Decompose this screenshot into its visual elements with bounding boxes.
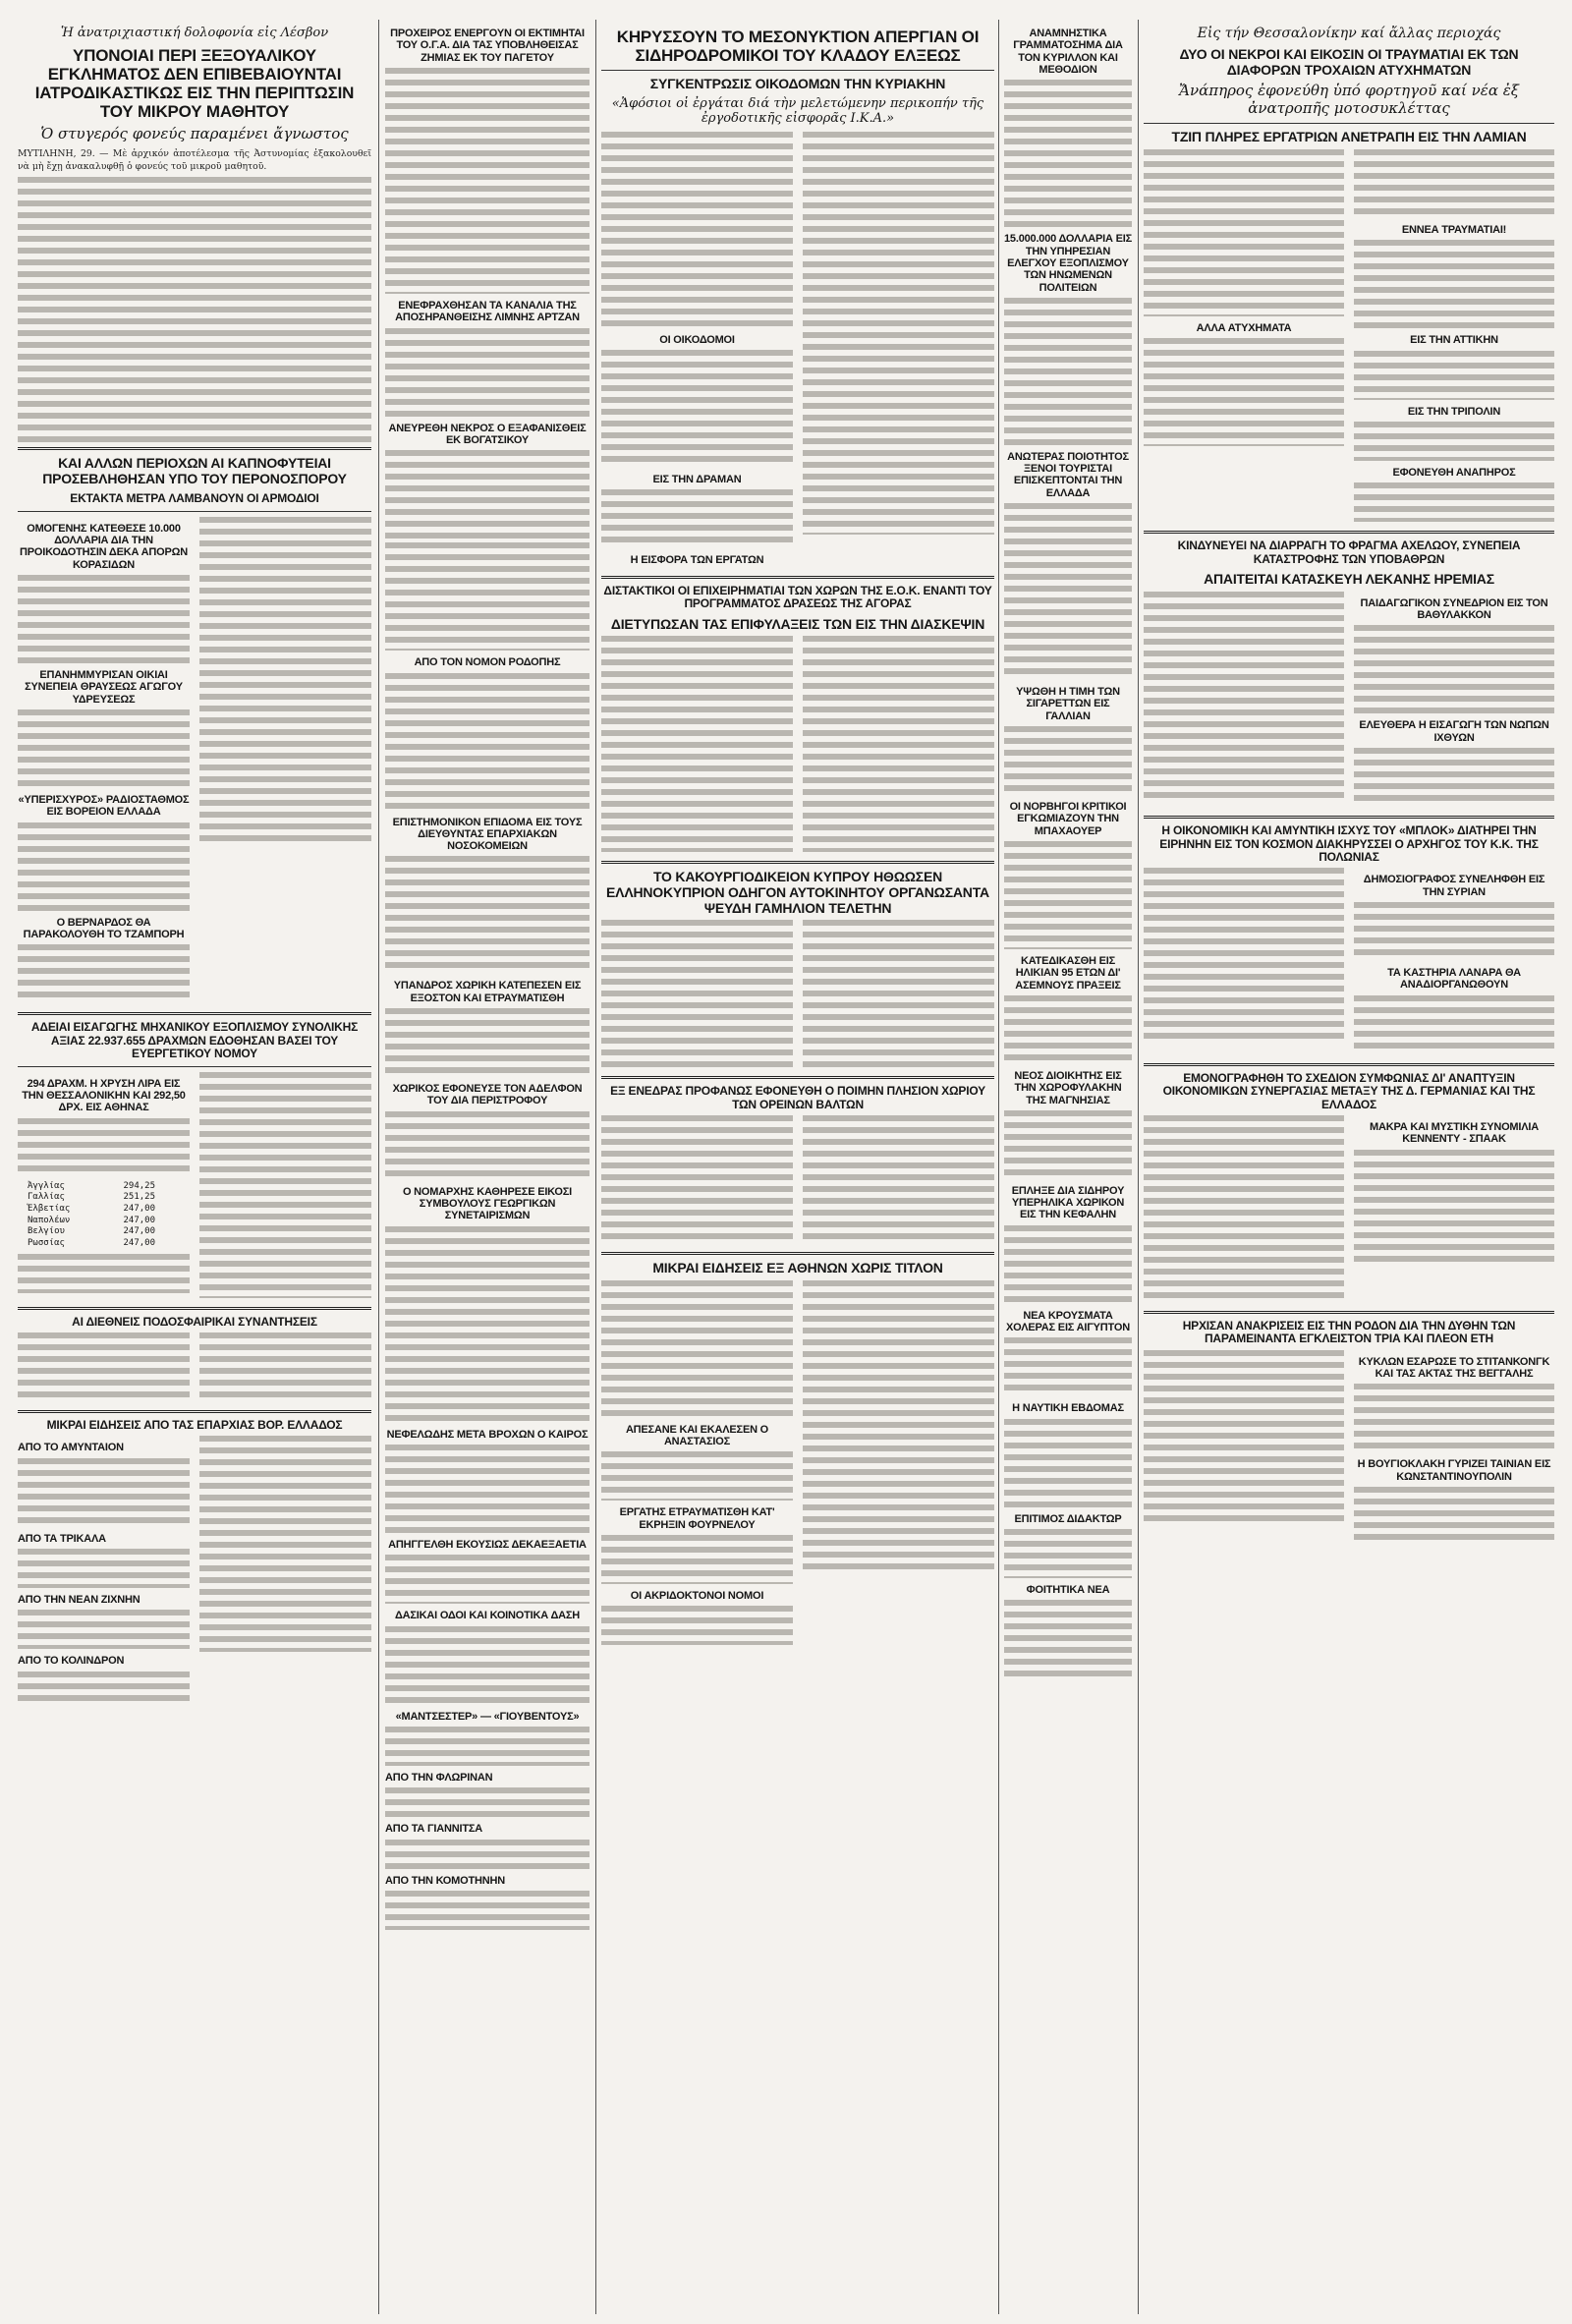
subheadline: ΕΚΤΑΚΤΑ ΜΕΤΡΑ ΛΑΜΒΑΝΟΥΝ ΟΙ ΑΡΜΟΔΙΟΙ <box>70 491 319 506</box>
illegible-body-text <box>1144 868 1344 1045</box>
headline: ΕΡΓΑΤΗΣ ΕΤΡΑΥΜΑΤΙΣΘΗ ΚΑΤ' ΕΚΡΗΞΙΝ ΦΟΥΡΝΕΛΟΥ <box>619 1506 775 1531</box>
illegible-body-text <box>385 328 590 417</box>
illegible-body-text <box>601 132 793 328</box>
headline: ΧΩΡΙΚΟΣ ΕΦΟΝΕΥΣΕ ΤΟΝ ΑΔΕΛΦΟΝ ΤΟΥ ΔΙΑ ΠΕΡΙΣΤΡΟΦΟΥ <box>392 1083 583 1107</box>
gold-coin-name: Ἑλβετίας <box>28 1203 71 1214</box>
illegible-body-text <box>601 1451 793 1501</box>
column-rule <box>595 20 596 2314</box>
illegible-body-text <box>18 1332 190 1401</box>
headline: «ΜΑΝΤΣΕΣΤΕΡ» — «ΓΙΟΥΒΕΝΤΟΥΣ» <box>395 1710 580 1723</box>
section-label: ΑΠΟ ΤΗΝ ΚΟΜΟΤΗΝΗΝ <box>385 1874 505 1887</box>
section-label: ΑΠΟ ΤΗΝ ΝΕΑΝ ΖΙΧΝΗΝ <box>18 1594 140 1607</box>
headline: ΝΕΟΣ ΔΙΟΙΚΗΤΗΣ ΕΙΣ ΤΗΝ ΧΩΡΟΦΥΛΑΚΗΝ ΤΗΣ ΜΑΓΝΗΣΙΑΣ <box>1014 1069 1122 1106</box>
illegible-body-text <box>385 1226 590 1423</box>
illegible-body-text <box>601 1535 793 1584</box>
illegible-body-text <box>601 1115 793 1243</box>
illegible-body-text <box>18 822 190 911</box>
section-label: ΕΦΟΝΕΥΘΗ ΑΝΑΠΗΡΟΣ <box>1392 466 1516 479</box>
section-label: Η ΕΙΣΦΟΡΑ ΤΩΝ ΕΡΓΑΤΩΝ <box>630 554 764 567</box>
column-1 <box>18 22 371 1705</box>
illegible-body-text <box>601 1280 793 1418</box>
illegible-body-text <box>1354 1384 1554 1452</box>
section-label: ΑΛΛΑ ΑΤΥΧΗΜΑΤΑ <box>1196 322 1292 335</box>
gold-price-row <box>28 1226 190 1238</box>
illegible-body-text <box>1004 1600 1132 1678</box>
gold-coin-price: 294,25 <box>123 1180 155 1191</box>
illegible-body-text <box>803 1115 994 1243</box>
headline: ΔΑΣΙΚΑΙ ΟΔΟΙ ΚΑΙ ΚΟΙΝΟΤΙΚΑ ΔΑΣΗ <box>394 1610 581 1622</box>
headline: Ο ΒΕΡΝΑΡΔΟΣ ΘΑ ΠΑΡΑΚΟΛΟΥΘΗ ΤΟ ΤΖΑΜΠΟΡΗ <box>23 916 185 940</box>
illegible-body-text <box>1144 1115 1344 1302</box>
illegible-body-text <box>199 1072 371 1298</box>
section-label: ΑΠΟ ΤΟ ΚΟΛΙΝΔΡΟΝ <box>18 1655 125 1668</box>
headline: ΑΔΕΙΑΙ ΕΙΣΑΓΩΓΗΣ ΜΗΧΑΝΙΚΟΥ ΕΞΟΠΛΙΣΜΟΥ ΣΥΝΟΛΙΚΗΣ ΑΞΙΑΣ 22.937.655 ΔΡΑΧΜΩΝ ΕΔΟΘΗΣΑΝ ΒΑΣΕΙ ΤΟΥ ΕΥΕΡΓΕΤΙΚΟΥ ΝΟΜΟΥ <box>30 1020 359 1061</box>
headline: Η ΒΟΥΓΙΟΚΛΑΚΗ ΓΥΡΙΖΕΙ ΤΑΙΝΙΑΝ ΕΙΣ ΚΩΝΣΤΑΝΤΙΝΟΥΠΟΛΙΝ <box>1357 1458 1551 1483</box>
kicker: Εἰς τήν Θεσσαλονίκην καί ἄλλας περιοχάς <box>1197 26 1501 41</box>
gold-price-row <box>28 1216 190 1227</box>
illegible-body-text <box>18 177 371 442</box>
gold-coin-price: 251,25 <box>123 1192 155 1203</box>
subheadline: Ἄνάπηρος ἐφονεύθη ὑπό φορτηγοῦ καί νέα ἐξ ἀνατροπῆς μοτοσυκλέττας <box>1178 82 1520 118</box>
headline: Η ΟΙΚΟΝΟΜΙΚΗ ΚΑΙ ΑΜΥΝΤΙΚΗ ΙΣΧΥΣ ΤΟΥ «ΜΠΛΟΚ» ΔΙΑΤΗΡΕΙ ΤΗΝ ΕΙΡΗΝΗΝ ΕΙΣ ΤΟΝ ΚΟΣΜΟΝ ΔΙΑΚΗΡΥΣΣΕΙ Ο ΑΡΧΗΓΟΣ ΤΟΥ Κ.Κ. ΤΗΣ ΠΟΛΩΝΙΑΣ <box>1159 823 1539 864</box>
illegible-body-text <box>385 1891 590 1930</box>
illegible-body-text <box>18 944 190 1003</box>
headline: ΝΕΦΕΛΩΔΗΣ ΜΕΤΑ ΒΡΟΧΩΝ Ο ΚΑΙΡΟΣ <box>386 1428 589 1441</box>
illegible-body-text <box>18 1549 190 1588</box>
headline: ΑΙ ΔΙΕΘΝΕΙΣ ΠΟΔΟΣΦΑΙΡΙΚΑΙ ΣΥΝΑΝΤΗΣΕΙΣ <box>72 1314 317 1329</box>
section-label: ΑΠΟ ΤΑ ΤΡΙΚΑΛΑ <box>18 1532 106 1545</box>
headline: ΚΑΤΕΔΙΚΑΣΘΗ ΕΙΣ ΗΛΙΚΙΑΝ 95 ΕΤΩΝ ΔΙ' ΑΣΕΜΝΟΥΣ ΠΡΑΞΕΙΣ <box>1015 954 1121 992</box>
illegible-body-text <box>385 1626 590 1705</box>
section-label: ΕΙΣ ΤΗΝ ΤΡΙΠΟΛΙΝ <box>1407 405 1501 418</box>
illegible-body-text <box>18 575 190 663</box>
headline: ΣΥΓΚΕΝΤΡΩΣΙΣ ΟΙΚΟΔΟΜΩΝ ΤΗΝ ΚΥΡΙΑΚΗΝ <box>649 76 946 92</box>
headline: ΚΗΡΥΣΣΟΥΝ ΤΟ ΜΕΣΟΝΥΚΤΙΟΝ ΑΠΕΡΓΙΑΝ ΟΙ ΣΙΔΗΡΟΔΡΟΜΙΚΟΙ ΤΟΥ ΚΛΑΔΟΥ ΕΛΞΕΩΣ <box>616 28 980 66</box>
illegible-body-text <box>803 1280 994 1575</box>
article-lead-paragraph: ΜΥΤΙΛΗΝΗ, 29. — Μὲ ἀρχικόν ἀποτέλεσμα τῆς Ἀστυνομίας ἐξακολουθεῖ νὰ μὴ ἔχῃ ἀνακαλυφθῇ ὁ φονεύς τοῦ μικροῦ μαθητοῦ. <box>18 148 371 172</box>
headline: ΚΙΝΔΥΝΕΥΕΙ ΝΑ ΔΙΑΡΡΑΓΗ ΤΟ ΦΡΑΓΜΑ ΑΧΕΛΩΟΥ, ΣΥΝΕΠΕΙΑ ΚΑΤΑΣΤΡΟΦΗΣ ΤΩΝ ΥΠΟΒΑΘΡΩΝ <box>1177 538 1521 566</box>
headline: ΤΖΙΠ ΠΛΗΡΕΣ ΕΡΓΑΤΡΙΩΝ ΑΝΕΤΡΑΠΗ ΕΙΣ ΤΗΝ ΛΑΜΙΑΝ <box>1171 129 1527 145</box>
illegible-body-text <box>199 1332 371 1401</box>
illegible-body-text <box>601 489 793 548</box>
illegible-body-text <box>1004 503 1132 680</box>
gold-coin-price: 247,00 <box>123 1203 155 1214</box>
headline: 294 ΔΡΑΧΜ. Η ΧΡΥΣΗ ΛΙΡΑ ΕΙΣ ΤΗΝ ΘΕΣΣΑΛΟΝΙΚΗΝ ΚΑΙ 292,50 ΔΡΧ. ΕΙΣ ΑΘΗΝΑΣ <box>22 1077 186 1114</box>
headline: ΔΗΜΟΣΙΟΓΡΑΦΟΣ ΣΥΝΕΛΗΦΘΗ ΕΙΣ ΤΗΝ ΣΥΡΙΑΝ <box>1363 874 1545 898</box>
illegible-body-text <box>1354 902 1554 961</box>
illegible-body-text <box>1144 338 1344 446</box>
gold-coin-name: Ναπολέων <box>28 1215 71 1225</box>
headline: «ΥΠΕΡΙΣΧΥΡΟΣ» ΡΑΔΙΟΣΤΑΘΜΟΣ ΕΙΣ ΒΟΡΕΙΟΝ ΕΛΛΑΔΑ <box>18 794 190 819</box>
headline: ΕΞ ΕΝΕΔΡΑΣ ΠΡΟΦΑΝΩΣ ΕΦΟΝΕΥΘΗ Ο ΠΟΙΜΗΝ ΠΛΗΣΙΟΝ ΧΩΡΙΟΥ ΤΩΝ ΟΡΕΙΝΩΝ ΒΑΛΤΩΝ <box>610 1084 985 1111</box>
illegible-body-text <box>199 517 371 841</box>
illegible-body-text <box>385 856 590 974</box>
illegible-body-text <box>385 1840 590 1869</box>
illegible-body-text <box>18 1610 190 1649</box>
illegible-body-text <box>385 673 590 811</box>
illegible-body-text <box>1004 841 1132 949</box>
gold-price-row <box>28 1181 190 1193</box>
illegible-body-text <box>1354 422 1554 461</box>
headline: ΑΝΩΤΕΡΑΣ ΠΟΙΟΤΗΤΟΣ ΞΕΝΟΙ ΤΟΥΡΙΣΤΑΙ ΕΠΙΣΚΕΠΤΟΝΤΑΙ ΤΗΝ ΕΛΛΑΔΑ <box>1007 450 1129 499</box>
illegible-body-text <box>1354 482 1554 522</box>
illegible-body-text <box>385 450 590 538</box>
illegible-body-text <box>1354 149 1554 218</box>
headline: ΜΙΚΡΑΙ ΕΙΔΗΣΕΙΣ ΕΞ ΑΘΗΝΩΝ ΧΩΡΙΣ ΤΙΤΛΟΝ <box>652 1260 943 1276</box>
headline: ΑΝΕΥΡΕΘΗ ΝΕΚΡΟΣ Ο ΕΞΑΦΑΝΙΣΘΕΙΣ ΕΚ ΒΟΓΑΤΣΙΚΟΥ <box>388 422 587 446</box>
headline: ΕΛΕΥΘΕΡΑ Η ΕΙΣΑΓΩΓΗ ΤΩΝ ΝΩΠΩΝ ΙΧΘΥΩΝ <box>1359 719 1549 744</box>
illegible-body-text <box>1144 149 1344 316</box>
headline: ΕΠΙΤΙΜΟΣ ΔΙΔΑΚΤΩΡ <box>1014 1512 1122 1525</box>
section-label: ΕΝΝΕΑ ΤΡΑΥΜΑΤΙΑΙ! <box>1401 224 1507 237</box>
illegible-body-text <box>18 1672 190 1701</box>
illegible-body-text <box>1004 1419 1132 1507</box>
illegible-body-text <box>1004 1110 1132 1179</box>
column-5 <box>1144 22 1554 1550</box>
illegible-body-text <box>601 636 793 852</box>
column-rule <box>998 20 999 2314</box>
column-2 <box>385 22 590 1934</box>
kicker: Ἡ ἀνατριχιαστική δολοφονία εἰς Λέσβον <box>60 26 329 40</box>
gold-price-table <box>28 1181 190 1250</box>
headline: ΝΕΑ ΚΡΟΥΣΜΑΤΑ ΧΟΛΕΡΑΣ ΕΙΣ ΑΙΓΥΠΤΟΝ <box>1006 1309 1130 1334</box>
illegible-body-text <box>1354 1487 1554 1546</box>
headline: ΗΡΧΙΣΑΝ ΑΝΑΚΡΙΣΕΙΣ ΕΙΣ ΤΗΝ ΡΟΔΟΝ ΔΙΑ ΤΗΝ ΔΥΘΗΝ ΤΩΝ ΠΑΡΑΜΕΙΝΑΝΤΑ ΕΓΚΛΕΙΣΤΟΝ ΤΡΙΑ ΚΑΙ ΠΛΕΟΝ ΕΤΗ <box>1182 1318 1516 1346</box>
section-label: ΑΠΟ ΤΟ ΑΜΥΝΤΑΙΟΝ <box>18 1442 124 1454</box>
headline: ΤΟ ΚΑΚΟΥΡΓΙΟΔΙΚΕΙΟΝ ΚΥΠΡΟΥ ΗΘΩΩΣΕΝ ΕΛΛΗΝΟΚΥΠΡΙΟΝ ΟΔΗΓΟΝ ΑΥΤΟΚΙΝΗΤΟΥ ΟΡΓΑΝΩΣΑΝΤΑ ΨΕΥΔΗ ΓΑΜΗΛΙΟΝ ΤΕΛΕΤΗΝ <box>606 869 989 916</box>
illegible-body-text <box>1004 726 1132 795</box>
headline: ΠΡΟΧΕΙΡΟΣ ΕΝΕΡΓΟΥΝ ΟΙ ΕΚΤΙΜΗΤΑΙ ΤΟΥ Ο.Γ.Α. ΔΙΑ ΤΑΣ ΥΠΟΒΛΗΘΕΙΣΑΣ ΖΗΜΙΑΣ ΕΚ ΤΟΥ ΠΑΓΕΤΟΥ <box>390 28 585 64</box>
headline: ΑΠΗΓΓΕΛΘΗ ΕΚΟΥΣΙΩΣ ΔΕΚΑΕΞΑΕΤΙΑ <box>388 1538 587 1551</box>
illegible-body-text <box>803 132 994 535</box>
lead-headline: ΥΠΟΝΟΙΑΙ ΠΕΡΙ ΞΕΞΟΥΑΛΙΚΟΥ ΕΓΚΛΗΜΑΤΟΣ ΔΕΝ ΕΠΙΒΕΒΑΙΟΥΝΤΑΙ ΙΑΤΡΟΔΙΚΑΣΤΙΚΩΣ ΕΙΣ ΤΗΝ ΠΕΡΙΠΤΩΣΙΝ ΤΟΥ ΜΙΚΡΟΥ ΜΑΘΗΤΟΥ <box>34 46 355 122</box>
gold-coin-name: Ἀγγλίας <box>28 1180 65 1191</box>
illegible-body-text <box>1144 1350 1344 1527</box>
illegible-body-text <box>385 1727 590 1766</box>
headline: ΔΙΕΤΥΠΩΣΑΝ ΤΑΣ ΕΠΙΦΥΛΑΞΕΙΣ ΤΩΝ ΕΙΣ ΤΗΝ ΔΙΑΣΚΕΨΙΝ <box>610 615 985 632</box>
section-label: ΕΙΣ ΤΗΝ ΔΡΑΜΑΝ <box>652 474 742 486</box>
illegible-body-text <box>1004 1337 1132 1396</box>
gold-coin-price: 247,00 <box>123 1237 155 1248</box>
illegible-body-text <box>385 1787 590 1817</box>
column-rule <box>1138 20 1139 2314</box>
headline: ΑΝΑΜΝΗΣΤΙΚΑ ΓΡΑΜΜΑΤΟΣΗΜΑ ΔΙΑ ΤΟΝ ΚΥΡΙΛΛΟΝ ΚΑΙ ΜΕΘΟΔΙΟΝ <box>1013 28 1123 76</box>
column-rule <box>378 20 379 2314</box>
headline: ΕΠΙΣΤΗΜΟΝΙΚΟΝ ΕΠΙΔΟΜΑ ΕΙΣ ΤΟΥΣ ΔΙΕΥΘΥΝΤΑΣ ΕΠΑΡΧΙΑΚΩΝ ΝΟΣΟΚΟΜΕΙΩΝ <box>392 816 583 853</box>
illegible-body-text <box>385 542 590 651</box>
gold-coin-price: 247,00 <box>123 1215 155 1225</box>
column-4 <box>1004 22 1132 1682</box>
subheadline: «Ἀφόσιοι οἱ ἐργάται διά τὴν μελετώμενην περικοπήν τῆς ἐργοδοτικῆς εἰσφορᾶς Ι.Κ.Α.» <box>611 95 984 126</box>
gold-price-row <box>28 1192 190 1204</box>
headline: ΕΝΕΦΡΑΧΘΗΣΑΝ ΤΑ ΚΑΝΑΛΙΑ ΤΗΣ ΑΠΟΣΗΡΑΝΘΕΙΣΗΣ ΛΙΜΝΗΣ ΑΡΤΖΑΝ <box>395 299 580 324</box>
headline: ΜΙΚΡΑΙ ΕΙΔΗΣΕΙΣ ΑΠΟ ΤΑΣ ΕΠΑΡΧΙΑΣ ΒΟΡ. ΕΛΛΑΔΟΣ <box>46 1418 343 1432</box>
headline: ΑΠΕΣΑΝΕ ΚΑΙ ΕΚΑΛΕΣΕΝ Ο ΑΝΑΣΤΑΣΙΟΣ <box>625 1423 769 1448</box>
section-label: ΕΙΣ ΤΗΝ ΑΤΤΙΚΗΝ <box>1410 334 1498 347</box>
illegible-body-text <box>199 1436 371 1652</box>
illegible-body-text <box>18 1458 190 1527</box>
section-label: ΑΠΟ ΤΑ ΓΙΑΝΝΙΤΣΑ <box>385 1823 483 1836</box>
headline: ΤΑ ΚΑΣΤΗΡΙΑ ΛΑΝΑΡΑ ΘΑ ΑΝΑΔΙΟΡΓΑΝΩΘΟΥΝ <box>1387 967 1521 992</box>
illegible-body-text <box>1354 748 1554 807</box>
headline: ΕΠΛΗΞΕ ΔΙΑ ΣΙΔΗΡΟΥ ΥΠΕΡΗΛΙΚΑ ΧΩΡΙΚΟΝ ΕΙΣ ΤΗΝ ΚΕΦΑΛΗΝ <box>1011 1184 1125 1221</box>
section-label: ΑΠΟ ΤΟΝ ΝΟΜΟΝ ΡΟΔΟΠΗΣ <box>414 656 561 669</box>
illegible-body-text <box>385 1008 590 1077</box>
headline: ΟΙ ΑΚΡΙΔΟΚΤΟΝΟΙ ΝΟΜΟΙ <box>630 1590 764 1603</box>
illegible-body-text <box>18 709 190 788</box>
illegible-body-text <box>1354 351 1554 400</box>
headline: ΟΙ ΝΟΡΒΗΓΟΙ ΚΡΙΤΙΚΟΙ ΕΓΚΩΜΙΑΖΟΥΝ ΤΗΝ ΜΠΑΧΑΟΥΕΡ <box>1009 801 1127 837</box>
gold-coin-price: 247,00 <box>123 1226 155 1237</box>
headline: ΜΑΚΡΑ ΚΑΙ ΜΥΣΤΙΚΗ ΣΥΝΟΜΙΛΙΑ ΚΕΝΝΕΝΤΥ - ΣΠΑΑΚ <box>1370 1120 1539 1146</box>
gold-coin-name: Βελγίου <box>28 1226 65 1237</box>
headline: ΔΥΟ ΟΙ ΝΕΚΡΟΙ ΚΑΙ ΕΙΚΟΣΙΝ ΟΙ ΤΡΑΥΜΑΤΙΑΙ ΕΚ ΤΩΝ ΔΙΑΦΟΡΩΝ ΤΡΟΧΑΙΩΝ ΑΤΥΧΗΜΑΤΩΝ <box>1179 46 1519 78</box>
headline: ΕΜΟΝΟΓΡΑΦΗΘΗ ΤΟ ΣΧΕΔΙΟΝ ΣΥΜΦΩΝΙΑΣ ΔΙ' ΑΝΑΠΤΥΞΙΝ ΟΙΚΟΝΟΜΙΚΩΝ ΣΥΝΕΡΓΑΣΙΑΣ ΜΕΤΑΞΥ ΤΗΣ Δ. ΓΕΡΜΑΝΙΑΣ ΚΑΙ ΤΗΣ ΕΛΛΑΔΟΣ <box>1162 1070 1536 1111</box>
headline: ΔΙΣΤΑΚΤΙΚΟΙ ΟΙ ΕΠΙΧΕΙΡΗΜΑΤΙΑΙ ΤΩΝ ΧΩΡΩΝ ΤΗΣ Ε.Ο.Κ. ΕΝΑΝΤΙ ΤΟΥ ΠΡΟΓΡΑΜΜΑΤΟΣ ΔΡΑΣΕΩΣ ΤΗΣ ΑΓΟΡΑΣ <box>603 583 992 611</box>
illegible-body-text <box>1004 298 1132 445</box>
section-label: ΟΙ ΟΙΚΟΔΟΜΟΙ <box>659 333 735 346</box>
illegible-body-text <box>601 920 793 1067</box>
gold-coin-name: Γαλλίας <box>28 1192 65 1203</box>
illegible-body-text <box>1004 995 1132 1064</box>
headline: ΕΠΑΝΗΜΜΥΡΙΣΑΝ ΟΙΚΙΑΙ ΣΥΝΕΠΕΙΑ ΘΡΑΥΣΕΩΣ ΑΓΩΓΟΥ ΥΔΡΕΥΣΕΩΣ <box>25 669 183 706</box>
illegible-body-text <box>601 1606 793 1645</box>
illegible-body-text <box>1354 1150 1554 1268</box>
column-3 <box>601 22 994 1649</box>
illegible-body-text <box>385 1445 590 1533</box>
illegible-body-text <box>1354 995 1554 1054</box>
illegible-body-text <box>803 636 994 852</box>
lead-subheadline: Ὁ στυγερός φονεύς παραμένει ἄγνωστος <box>40 125 349 143</box>
illegible-body-text <box>1004 1529 1132 1578</box>
illegible-body-text <box>385 1555 590 1604</box>
section-label: ΑΠΟ ΤΗΝ ΦΛΩΡΙΝΑΝ <box>385 1771 493 1784</box>
headline: Ο ΝΟΜΑΡΧΗΣ ΚΑΘΗΡΕΣΕ ΕΙΚΟΣΙ ΣΥΜΒΟΥΛΟΥΣ ΓΕΩΡΓΙΚΩΝ ΣΥΝΕΤΑΙΡΙΣΜΩΝ <box>402 1185 573 1222</box>
headline: ΟΜΟΓΕΝΗΣ ΚΑΤΕΘΕΣΕ 10.000 ΔΟΛΛΑΡΙΑ ΔΙΑ ΤΗΝ ΠΡΟΙΚΟΔΟΤΗΣΙΝ ΔΕΚΑ ΑΠΟΡΩΝ ΚΟΡΑΣΙΔΩΝ <box>20 522 188 571</box>
illegible-body-text <box>18 1118 190 1177</box>
illegible-body-text <box>601 350 793 468</box>
headline: 15.000.000 ΔΟΛΛΑΡΙΑ ΕΙΣ ΤΗΝ ΥΠΗΡΕΣΙΑΝ ΕΛΕΓΧΟΥ ΕΞΟΠΛΙΣΜΟΥ ΤΩΝ ΗΝΩΜΕΝΩΝ ΠΟΛΙΤΕΙΩΝ <box>1004 233 1132 294</box>
illegible-body-text <box>1004 80 1132 227</box>
gold-price-row <box>28 1238 190 1250</box>
illegible-body-text <box>18 1254 190 1293</box>
gold-coin-name: Ρωσσίας <box>28 1237 65 1248</box>
headline: ΥΠΑΝΔΡΟΣ ΧΩΡΙΚΗ ΚΑΤΕΠΕΣΕΝ ΕΙΣ ΕΞΟΣΤΟΝ ΚΑΙ ΕΤΡΑΥΜΑΤΙΣΘΗ <box>393 980 582 1004</box>
illegible-body-text <box>1354 625 1554 713</box>
gold-price-row <box>28 1204 190 1216</box>
headline: ΥΨΩΘΗ Η ΤΙΜΗ ΤΩΝ ΣΙΓΑΡΕΤΤΩΝ ΕΙΣ ΓΑΛΛΙΑΝ <box>1016 686 1120 722</box>
illegible-body-text <box>385 1111 590 1180</box>
headline: Η ΝΑΥΤΙΚΗ ΕΒΔΟΜΑΣ <box>1012 1402 1124 1415</box>
illegible-body-text <box>803 920 994 1067</box>
illegible-body-text <box>385 68 590 294</box>
headline: ΚΥΚΛΩΝ ΕΣΑΡΩΣΕ ΤΟ ΣΤΙΤΑΝΚΟΝΓΚ ΚΑΙ ΤΑΣ ΑΚΤΑΣ ΤΗΣ ΒΕΓΓΑΛΗΣ <box>1358 1355 1550 1381</box>
headline: ΦΟΙΤΗΤΙΚΑ ΝΕΑ <box>1026 1584 1110 1596</box>
illegible-body-text <box>1004 1225 1132 1304</box>
headline: ΚΑΙ ΑΛΛΩΝ ΠΕΡΙΟΧΩΝ ΑΙ ΚΑΠΝΟΦΥΤΕΙΑΙ ΠΡΟΣΕΒΛΗΘΗΣΑΝ ΥΠΟ ΤΟΥ ΠΕΡΟΝΟΣΠΟΡΟΥ <box>42 455 347 486</box>
headline: ΑΠΑΙΤΕΙΤΑΙ ΚΑΤΑΣΚΕΥΗ ΛΕΚΑΝΗΣ ΗΡΕΜΙΑΣ <box>1204 571 1494 588</box>
illegible-body-text <box>1354 240 1554 328</box>
illegible-body-text <box>1144 592 1344 798</box>
headline: ΠΑΙΔΑΓΩΓΙΚΟΝ ΣΥΝΕΔΡΙΟΝ ΕΙΣ ΤΟΝ ΒΑΘΥΛΑΚΚΟΝ <box>1360 596 1548 622</box>
